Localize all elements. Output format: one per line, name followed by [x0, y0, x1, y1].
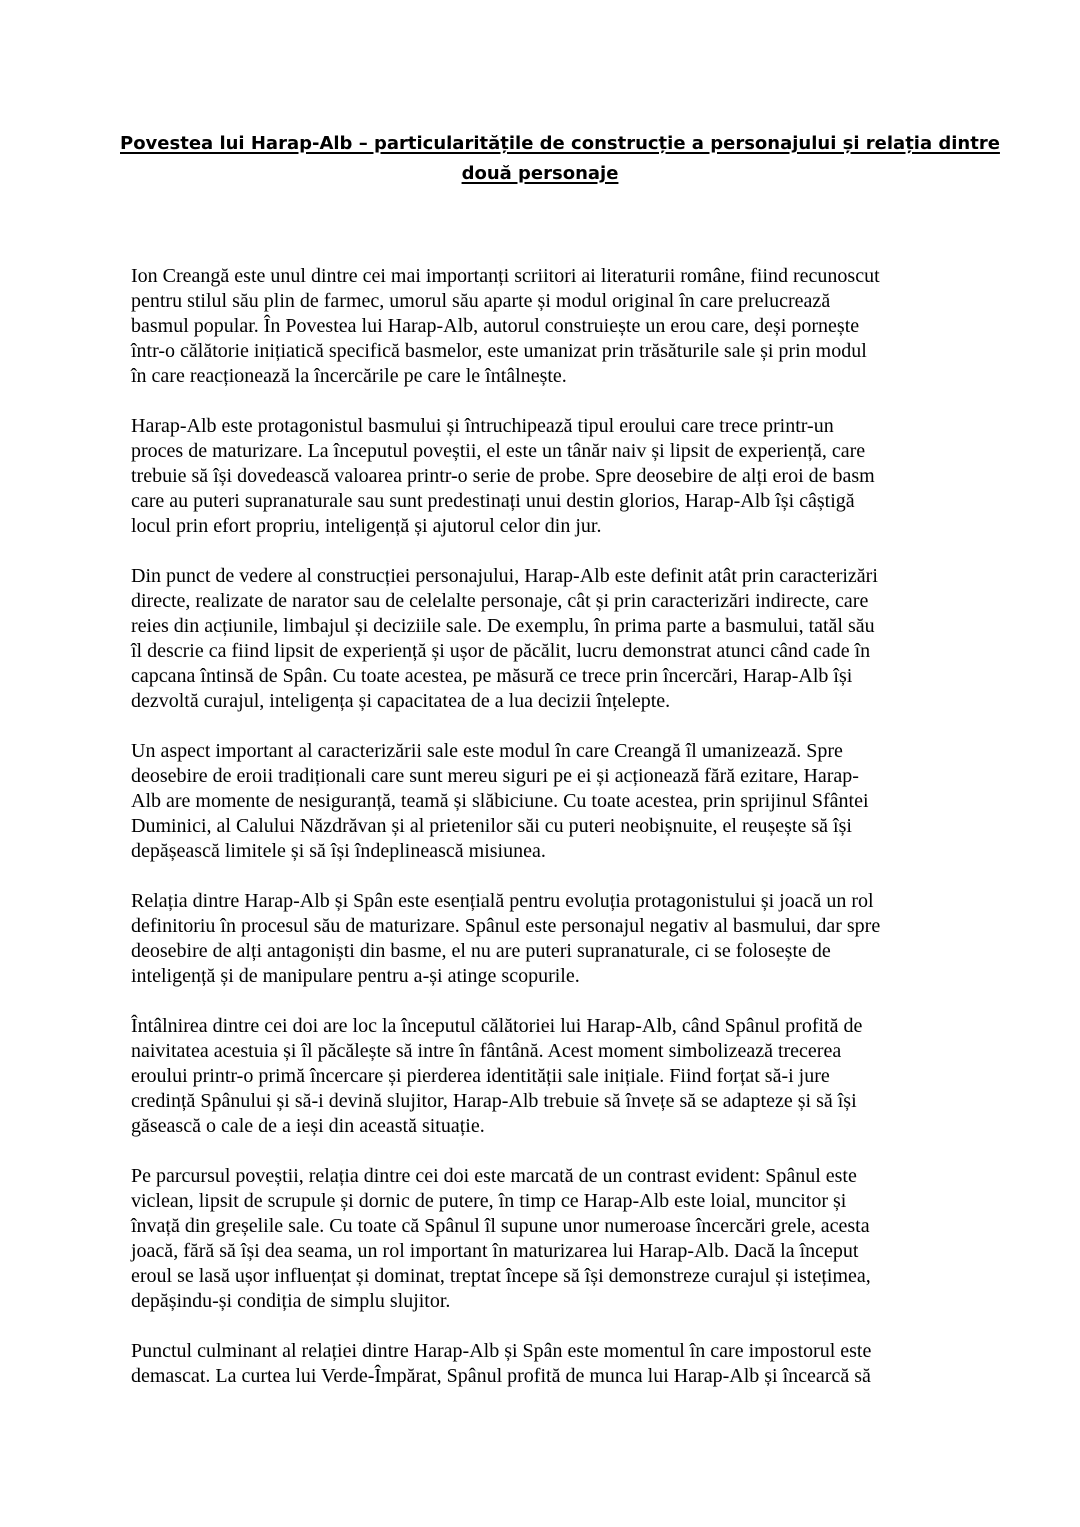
document-body [131, 264, 961, 1414]
text-line: într-o călătorie inițiatică specifică basmelor, este umanizat prin trăsăturile sale și prin modul [131, 340, 867, 362]
paragraph-contrast [131, 1164, 961, 1314]
text-line: viclean, lipsit de scrupule și dornic de putere, în timp ce Harap-Alb este loial, muncitor și [131, 1190, 847, 1212]
text-line: Pe parcursul poveștii, relația dintre cei doi este marcată de un contrast evident: Spânul este [131, 1165, 857, 1187]
text-line: în care reacționează la încercările pe care le întâlnește. [131, 365, 567, 387]
paragraph-meeting [131, 1014, 961, 1139]
text-line: reies din acțiunile, limbajul și deciziile sale. De exemplu, în prima parte a basmului, tatăl său [131, 615, 875, 637]
text-line: îl descrie ca fiind lipsit de experiență și ușor de păcălit, lucru demonstrat atunci când cade în [131, 640, 871, 662]
paragraph-humanization [131, 739, 961, 864]
paragraph-intro-creanga [131, 264, 961, 389]
text-line: învață din greșelile sale. Cu toate că Spânul îl supune unor numeroase încercări grele, acesta [131, 1215, 870, 1237]
text-line: Din punct de vedere al construcției personajului, Harap-Alb este definit atât prin caracterizări [131, 565, 878, 587]
paragraph-relation-span [131, 889, 961, 989]
text-line: deosebire de eroii tradiționali care sunt mereu siguri pe ei și acționează fără ezitare, Harap- [131, 765, 859, 787]
text-line: Ion Creangă este unul dintre cei mai importanți scriitori ai literaturii române, fiind recunoscut [131, 265, 880, 287]
text-line: naivitatea acestuia și îl păcălește să intre în fântână. Acest moment simbolizează trecerea [131, 1040, 842, 1062]
text-line: care au puteri supranaturale sau sunt predestinați unui destin glorios, Harap-Alb își câștigă [131, 490, 855, 512]
text-line: Alb are momente de nesiguranță, teamă și slăbiciune. Cu toate acestea, prin sprijinul Sfântei [131, 790, 869, 812]
text-line: joacă, fără să își dea seama, un rol important în maturizarea lui Harap-Alb. Dacă la început [131, 1240, 859, 1262]
text-line: proces de maturizare. La începutul poveștii, el este un tânăr naiv și lipsit de experiență, care [131, 440, 866, 462]
text-line: basmul popular. În Povestea lui Harap-Alb, autorul construiește un erou care, deși pornește [131, 315, 860, 337]
paragraph-construction [131, 564, 961, 714]
text-line: definitoriu în procesul său de maturizare. Spânul este personajul negativ al basmului, dar spre [131, 915, 881, 937]
text-line: Harap-Alb este protagonistul basmului și întruchipează tipul eroului care trece printr-un [131, 415, 834, 437]
text-line: eroul se lasă ușor influențat și dominat, treptat începe să își demonstreze curajul și istețimea, [131, 1265, 871, 1287]
text-line: credință Spânului și să-i devină slujitor, Harap-Alb trebuie să învețe să se adapteze și să își [131, 1090, 857, 1112]
text-line: pentru stilul său plin de farmec, umorul său aparte și modul original în care prelucrează [131, 290, 831, 312]
text-line: Întâlnirea dintre cei doi are loc la începutul călătoriei lui Harap-Alb, când Spânul profită de [131, 1015, 863, 1037]
text-line: deosebire de alți antagoniști din basme, el nu are puteri supranaturale, ci se folosește de [131, 940, 831, 962]
text-line: Duminici, al Calului Năzdrăvan și al prietenilor săi cu puteri neobișnuite, el reușește să își [131, 815, 852, 837]
text-line: directe, realizate de narator sau de celelalte personaje, cât și prin caracterizări indirecte, care [131, 590, 869, 612]
paragraph-protagonist [131, 414, 961, 539]
text-line: capcana întinsă de Spân. Cu toate acestea, pe măsură ce trece prin încercări, Harap-Alb își [131, 665, 853, 687]
title-line: două personaje [461, 163, 619, 184]
text-line: inteligență și de manipulare pentru a-și atinge scopurile. [131, 965, 580, 987]
text-line: depășească limitele și să își îndeplinească misiunea. [131, 840, 546, 862]
text-line: locul prin efort propriu, inteligență și ajutorul celor din jur. [131, 515, 602, 537]
text-line: depășindu-și condiția de simplu slujitor. [131, 1290, 451, 1312]
document-title [120, 129, 1000, 189]
text-line: dezvoltă curajul, inteligența și capacitatea de a lua decizii înțelepte. [131, 690, 671, 712]
text-line: Punctul culminant al relației dintre Harap-Alb și Spân este momentul în care impostorul este [131, 1340, 872, 1362]
text-line: găsească o cale de a ieși din această situație. [131, 1115, 485, 1137]
title-line: Povestea lui Harap-Alb – particularitățile de construcție a personajului și relația dintre [120, 133, 1000, 154]
text-line: demascat. La curtea lui Verde-Împărat, Spânul profită de munca lui Harap-Alb și încearcă să [131, 1365, 871, 1387]
paragraph-climax [131, 1339, 961, 1389]
text-line: trebuie să își dovedească valoarea printr-o serie de probe. Spre deosebire de alți eroi de basm [131, 465, 875, 487]
text-line: eroului printr-o primă încercare și pierderea identității sale inițiale. Fiind forțat să-i jure [131, 1065, 830, 1087]
text-line: Un aspect important al caracterizării sale este modul în care Creangă îl umanizează. Spre [131, 740, 843, 762]
text-line: Relația dintre Harap-Alb și Spân este esențială pentru evoluția protagonistului și joacă un rol [131, 890, 874, 912]
